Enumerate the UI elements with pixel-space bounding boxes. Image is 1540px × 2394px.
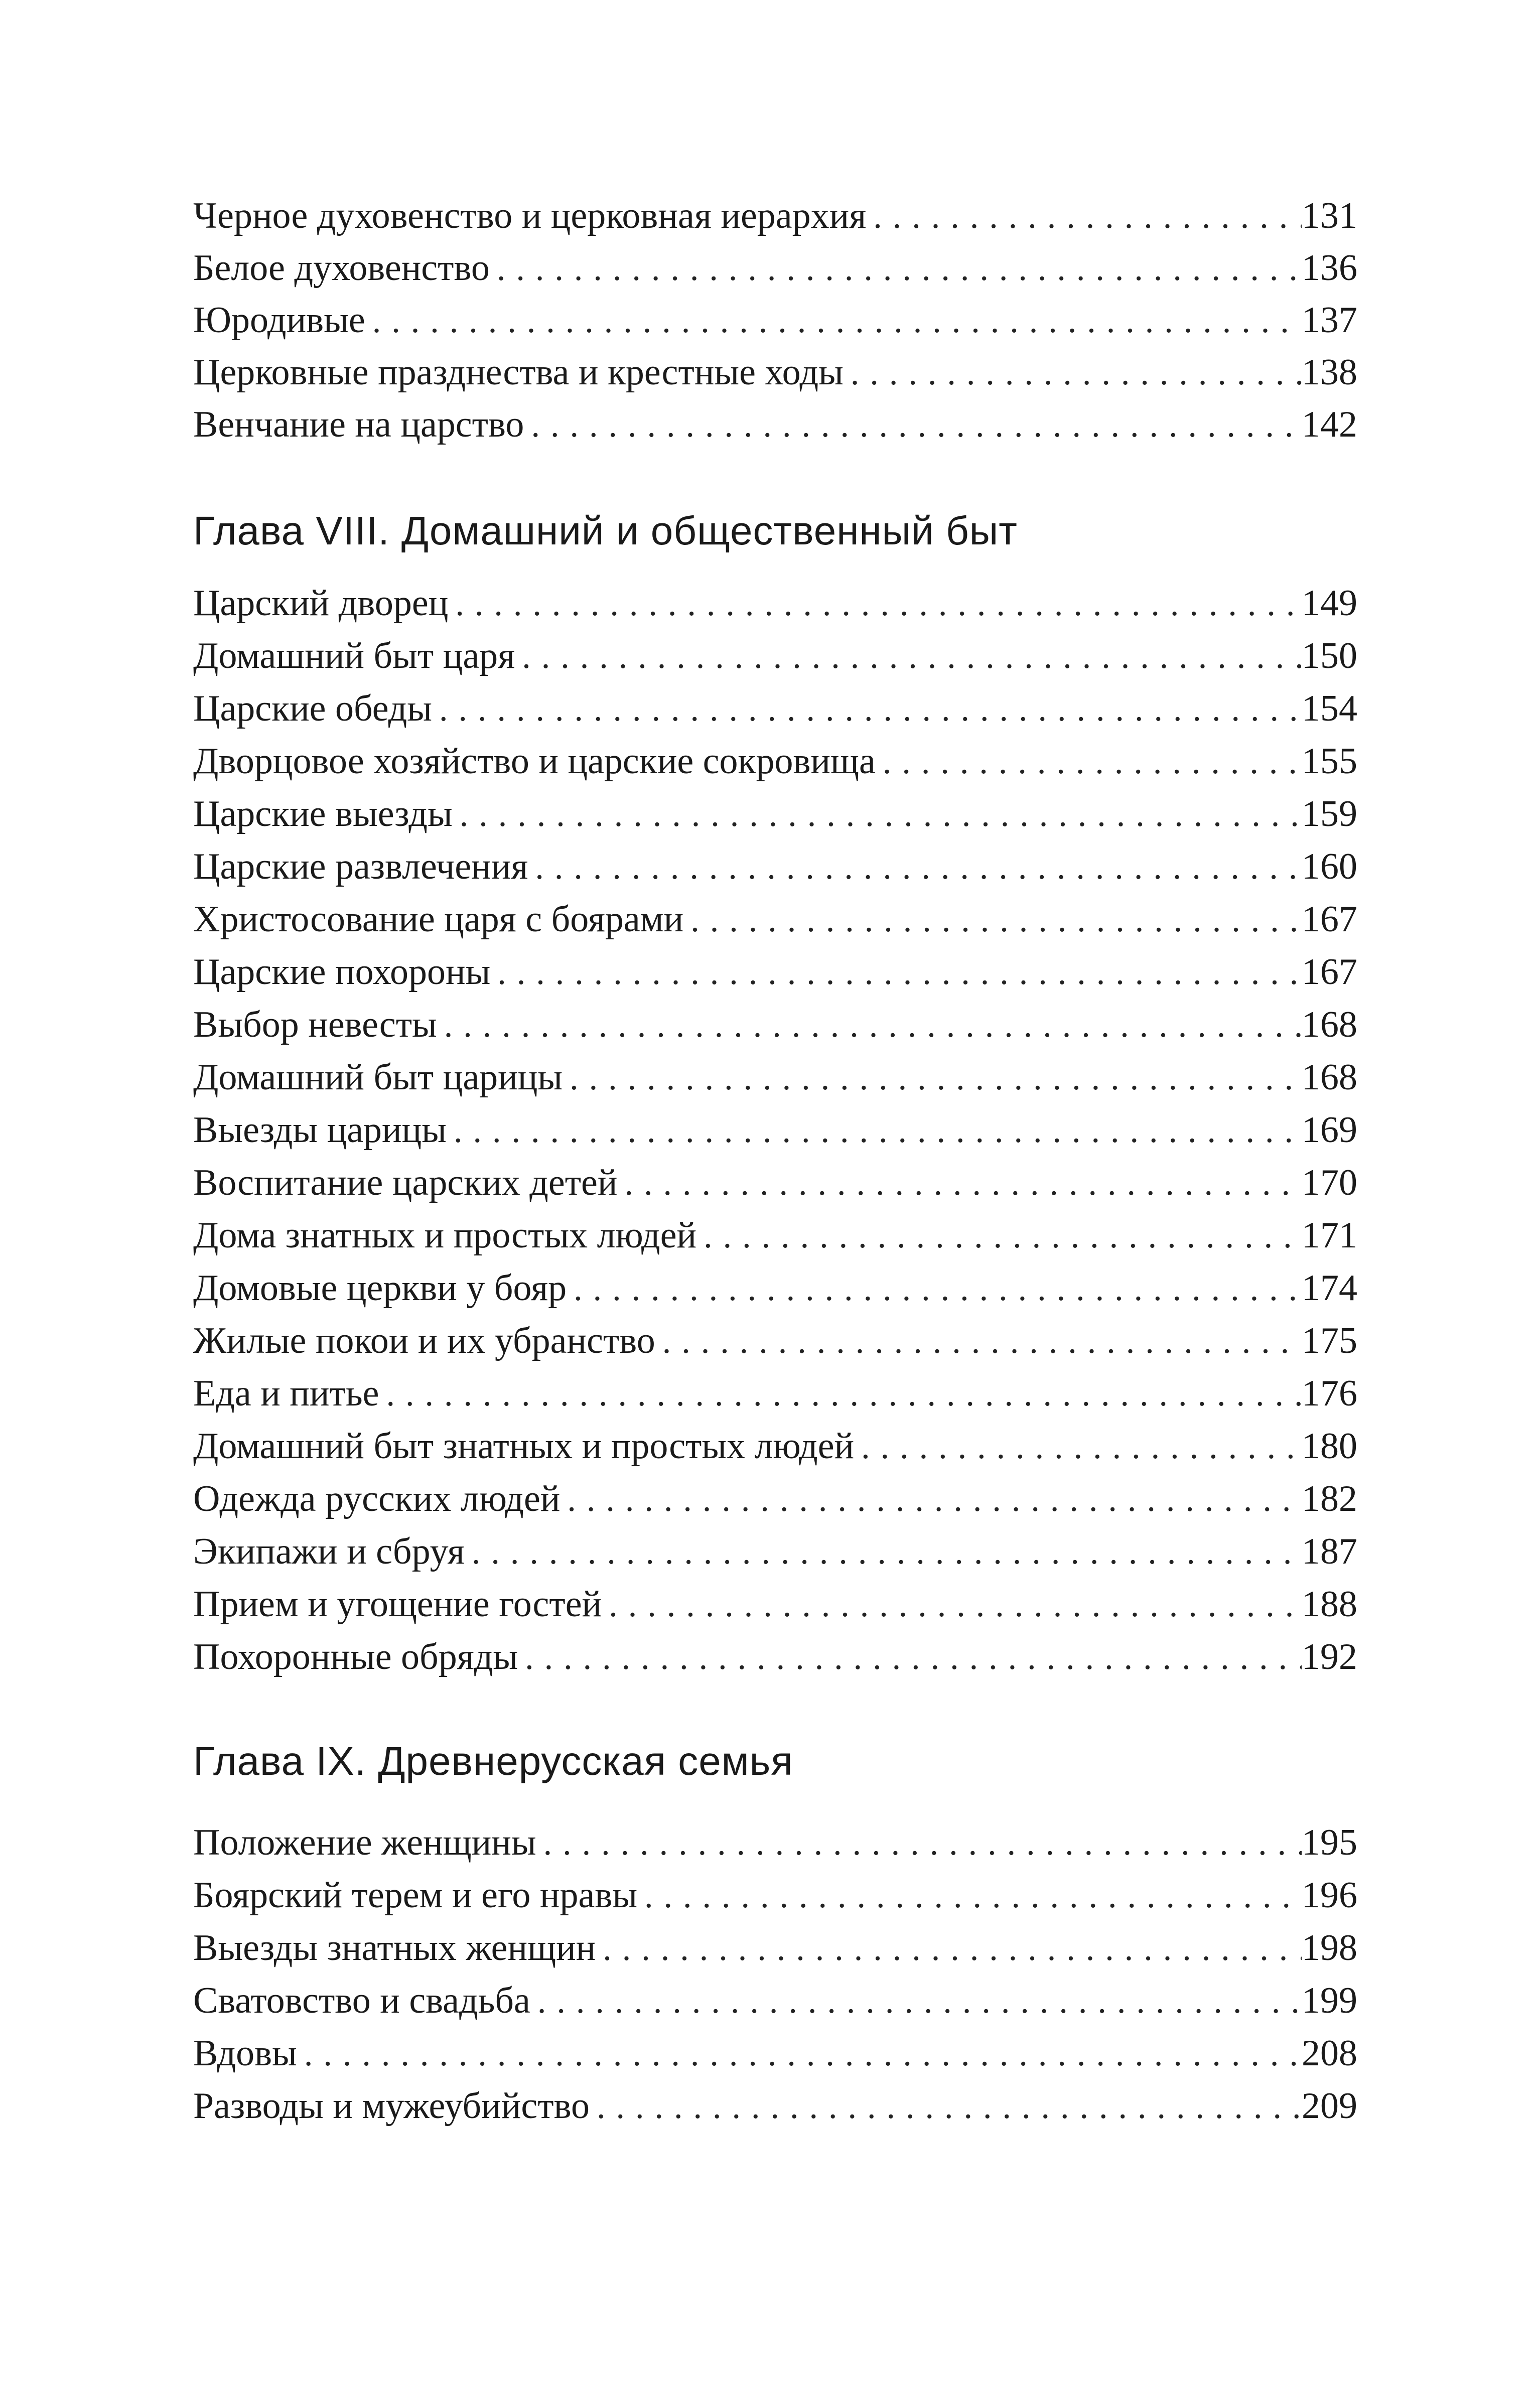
dot-leader	[567, 1263, 1302, 1315]
toc-entry-page: 199	[1302, 1980, 1357, 2021]
toc-entry	[193, 242, 1357, 294]
toc-entry	[193, 1631, 1357, 1683]
toc-entry-title: Домашний быт знатных и простых людей	[193, 1426, 855, 1467]
toc-entry-page: 150	[1302, 635, 1357, 676]
toc-entry	[193, 1420, 1357, 1472]
dot-leader	[854, 1421, 1302, 1473]
toc-entry-title: Разводы и мужеубийство	[193, 2085, 590, 2127]
toc-entry-page: 175	[1302, 1320, 1357, 1361]
toc-entry-title: Жилые покои и их убранство	[193, 1320, 655, 1361]
toc-entry-page: 171	[1302, 1215, 1357, 1256]
dot-leader	[866, 191, 1302, 243]
toc-entry-page: 137	[1302, 300, 1357, 341]
dot-leader	[560, 1474, 1302, 1526]
toc-entry-title: Царские обеды	[193, 688, 432, 729]
toc-entry	[193, 1209, 1357, 1261]
toc-entry	[193, 1262, 1357, 1314]
toc-entry-title: Христосование царя с боярами	[193, 899, 684, 940]
toc-entry-page: 160	[1302, 846, 1357, 887]
chapter-heading: Глава IX. Древнерусская семья	[193, 1739, 793, 1783]
dot-leader	[844, 347, 1302, 399]
toc-entry-title: Царские похороны	[193, 951, 491, 993]
toc-entry-page: 170	[1302, 1162, 1357, 1203]
toc-entry	[193, 1104, 1357, 1156]
toc-entry-page: 208	[1302, 2033, 1357, 2074]
toc-entry	[193, 893, 1357, 945]
toc-entry-title: Царский дворец	[193, 583, 449, 624]
toc-entry-title: Дворцовое хозяйство и царские сокровища	[193, 741, 876, 782]
toc-entry-title: Положение женщины	[193, 1822, 536, 1863]
toc-entry	[193, 1315, 1357, 1367]
dot-leader	[528, 841, 1302, 894]
toc-entry-page: 159	[1302, 793, 1357, 834]
toc-entry	[193, 1869, 1357, 1921]
toc-entry-page: 138	[1302, 352, 1357, 393]
toc-entry-title: Домашний быт царицы	[193, 1057, 563, 1098]
toc-entry	[193, 1975, 1357, 2027]
dot-leader	[447, 1105, 1302, 1157]
toc-entry	[193, 294, 1357, 346]
toc-entry-page: 174	[1302, 1268, 1357, 1309]
toc-entry-title: Домашний быт царя	[193, 635, 515, 676]
toc-entry-title: Дома знатных и простых людей	[193, 1215, 697, 1256]
toc-entry-page: 169	[1302, 1109, 1357, 1151]
dot-leader	[596, 1923, 1302, 1975]
toc-entry-page: 209	[1302, 2085, 1357, 2127]
dot-leader	[618, 1158, 1302, 1210]
toc-entry-page: 168	[1302, 1004, 1357, 1045]
toc-entry-title: Царские выезды	[193, 793, 453, 834]
dot-leader	[515, 631, 1302, 683]
toc-entry-title: Белое духовенство	[193, 247, 490, 289]
toc-entry-title: Прием и угощение гостей	[193, 1584, 602, 1625]
toc-entry-title: Экипажи и сбруя	[193, 1531, 465, 1572]
dot-leader	[637, 1870, 1302, 1922]
toc-entry-title: Выбор невесты	[193, 1004, 437, 1045]
dot-leader	[655, 1316, 1302, 1368]
dot-leader	[530, 1976, 1302, 2028]
dot-leader	[876, 736, 1302, 788]
dot-leader	[696, 1210, 1302, 1262]
dot-leader	[379, 1368, 1302, 1421]
toc-entry-page: 155	[1302, 741, 1357, 782]
toc-entry-page: 188	[1302, 1584, 1357, 1625]
dot-leader	[490, 947, 1302, 999]
toc-entry-page: 198	[1302, 1927, 1357, 1968]
toc-entry-page: 168	[1302, 1057, 1357, 1098]
dot-leader	[453, 789, 1302, 841]
dot-leader	[432, 683, 1302, 736]
toc-entry	[193, 2027, 1357, 2079]
dot-leader	[448, 578, 1302, 630]
dot-leader	[465, 1526, 1302, 1579]
toc-entry	[193, 1816, 1357, 1869]
toc-entry-page: 182	[1302, 1478, 1357, 1519]
chapter-heading: Глава VIII. Домашний и общественный быт	[193, 508, 1018, 553]
toc-entry-title: Венчание на царство	[193, 404, 524, 445]
toc-entry	[193, 946, 1357, 998]
toc-entry-page: 167	[1302, 899, 1357, 940]
toc-entry-page: 176	[1302, 1373, 1357, 1414]
toc-entry-page: 195	[1302, 1822, 1357, 1863]
toc-entry	[193, 398, 1357, 451]
dot-leader	[297, 2028, 1302, 2080]
dot-leader	[437, 1000, 1302, 1052]
toc-entry-page: 142	[1302, 404, 1357, 445]
dot-leader	[524, 399, 1302, 452]
toc-entry	[193, 1157, 1357, 1209]
dot-leader	[683, 894, 1302, 946]
toc-entry	[193, 1473, 1357, 1525]
toc-entry	[193, 577, 1357, 629]
toc-entry	[193, 630, 1357, 682]
toc-entry-title: Домовые церкви у бояр	[193, 1268, 567, 1309]
toc-entry	[193, 346, 1357, 398]
dot-leader	[490, 243, 1302, 295]
toc-entry-title: Боярский терем и его нравы	[193, 1875, 638, 1916]
toc-entry-title: Еда и питье	[193, 1373, 379, 1414]
dot-leader	[518, 1632, 1302, 1684]
toc-entry	[193, 1367, 1357, 1420]
toc-entry	[193, 735, 1357, 787]
toc-entry-title: Черное духовенство и церковная иерархия	[193, 195, 867, 236]
toc-entry-page: 196	[1302, 1875, 1357, 1916]
toc-entry-page: 180	[1302, 1426, 1357, 1467]
toc-entry-page: 187	[1302, 1531, 1357, 1572]
toc-entry	[193, 2080, 1357, 2132]
toc-entry-title: Сватовство и свадьба	[193, 1980, 530, 2021]
toc-entry	[193, 1578, 1357, 1630]
toc-entry-page: 192	[1302, 1636, 1357, 1677]
toc-entry	[193, 682, 1357, 735]
toc-entry-page: 136	[1302, 247, 1357, 289]
toc-entry-title: Выезды знатных женщин	[193, 1927, 596, 1968]
toc-entry	[193, 190, 1357, 242]
toc-entry	[193, 999, 1357, 1051]
toc-entry-title: Царские развлечения	[193, 846, 528, 887]
toc-entry-page: 149	[1302, 583, 1357, 624]
toc-entry	[193, 1922, 1357, 1974]
dot-leader	[602, 1579, 1302, 1631]
toc-entry-title: Воспитание царских детей	[193, 1162, 618, 1203]
toc-entry	[193, 840, 1357, 893]
toc-entry-title: Выезды царицы	[193, 1109, 447, 1151]
toc-entry	[193, 788, 1357, 840]
dot-leader	[536, 1817, 1302, 1870]
dot-leader	[365, 295, 1302, 347]
dot-leader	[590, 2081, 1302, 2133]
table-of-contents	[193, 0, 1357, 2394]
toc-entry-title: Церковные празднества и крестные ходы	[193, 352, 844, 393]
toc-entry-title: Юродивые	[193, 300, 365, 341]
toc-entry-title: Похоронные обряды	[193, 1636, 518, 1677]
toc-entry-page: 154	[1302, 688, 1357, 729]
toc-entry	[193, 1051, 1357, 1103]
dot-leader	[563, 1052, 1302, 1104]
toc-entry-title: Одежда русских людей	[193, 1478, 561, 1519]
toc-entry-page: 131	[1302, 195, 1357, 236]
toc-entry-page: 167	[1302, 951, 1357, 993]
toc-entry-title: Вдовы	[193, 2033, 297, 2074]
toc-entry	[193, 1525, 1357, 1578]
